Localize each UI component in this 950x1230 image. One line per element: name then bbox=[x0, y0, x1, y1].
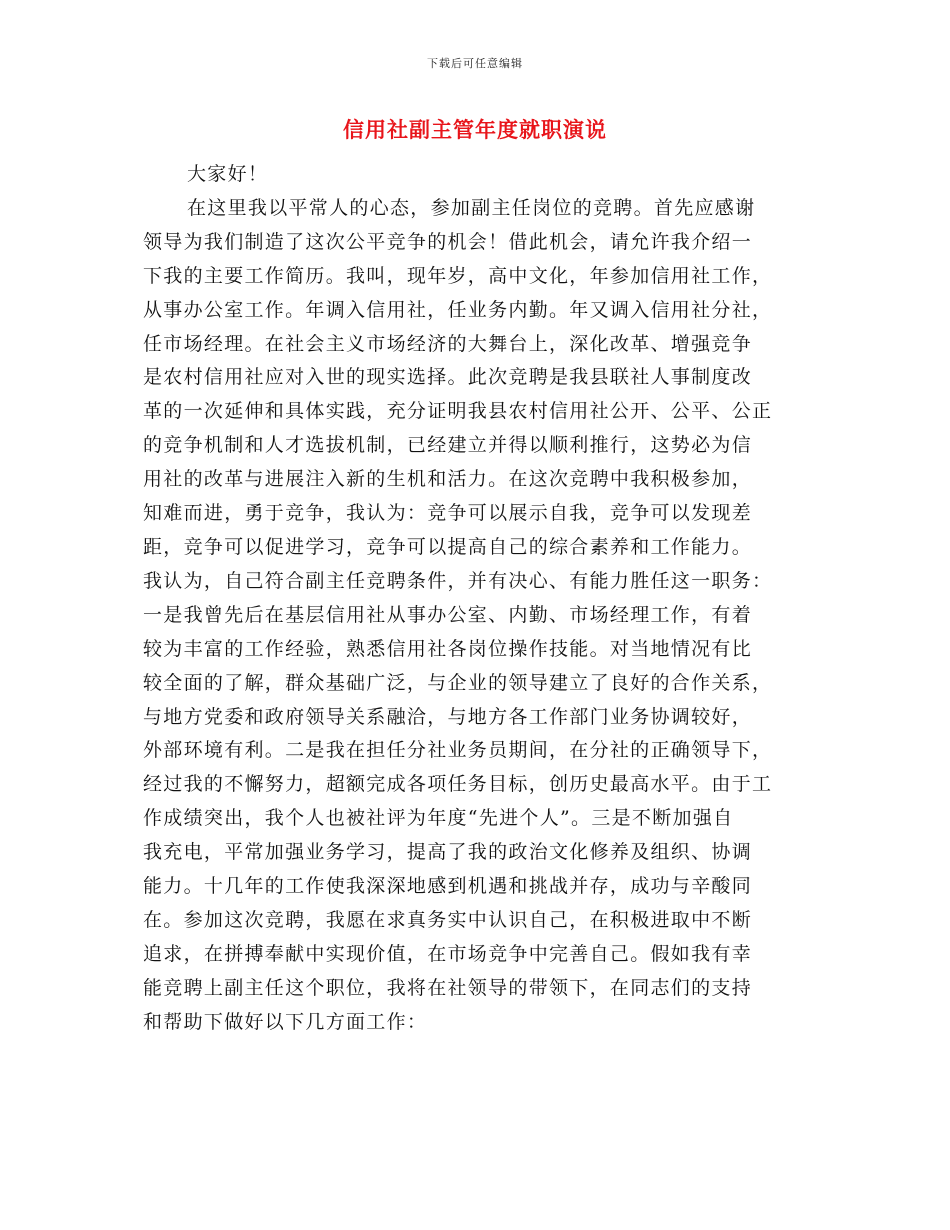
body-line: 知难而进，勇于竞争，我认为：竞争可以展示自我，竞争可以发现差 bbox=[143, 502, 753, 525]
body-line: 外部环境有利。二是我在担任分社业务员期间，在分社的正确领导下， bbox=[143, 739, 773, 762]
document-title: 信用社副主管年度就职演说 bbox=[343, 117, 607, 142]
body-line: 用社的改革与进展注入新的生机和活力。在这次竞聘中我积极参加， bbox=[143, 468, 753, 491]
body-line: 较全面的了解，群众基础广泛，与企业的领导建立了良好的合作关系， bbox=[143, 671, 773, 694]
body-line: 大家好！ bbox=[187, 163, 269, 185]
header-note: 下载后可任意编辑 bbox=[427, 57, 523, 70]
body-line: 任市场经理。在社会主义市场经济的大舞台上，深化改革、增强竞争 bbox=[143, 332, 753, 355]
body-line: 能竞聘上副主任这个职位，我将在社领导的带领下，在同志们的支持 bbox=[143, 976, 753, 999]
body-line: 与地方党委和政府领导关系融洽，与地方各工作部门业务协调较好， bbox=[143, 705, 753, 728]
body-line: 革的一次延伸和具体实践，充分证明我县农村信用社公开、公平、公正 bbox=[143, 400, 773, 423]
body-line: 和帮助下做好以下几方面工作： bbox=[143, 1010, 428, 1033]
body-line: 领导为我们制造了这次公平竞争的机会！借此机会，请允许我介绍一 bbox=[143, 230, 753, 253]
body-line: 在。参加这次竞聘，我愿在求真务实中认识自己，在积极进取中不断 bbox=[143, 908, 753, 931]
body-line: 距，竞争可以促进学习，竞争可以提高自己的综合素养和工作能力。 bbox=[143, 535, 753, 558]
body-line: 是农村信用社应对入世的现实选择。此次竞聘是我县联社人事制度改 bbox=[143, 366, 753, 389]
body-line: 从事办公室工作。年调入信用社，任业务内勤。年又调入信用社分社， bbox=[143, 298, 773, 321]
body-line: 经过我的不懈努力，超额完成各项任务目标，创历史最高水平。由于工 bbox=[143, 773, 773, 796]
body-line: 能力。十几年的工作使我深深地感到机遇和挑战并存，成功与辛酸同 bbox=[143, 875, 753, 898]
body-line: 我充电，平常加强业务学习，提高了我的政治文化修养及组织、协调 bbox=[143, 841, 753, 864]
body-line: 我认为，自己符合副主任竞聘条件，并有决心、有能力胜任这一职务： bbox=[143, 569, 773, 592]
body-line: 一是我曾先后在基层信用社从事办公室、内勤、市场经理工作，有着 bbox=[143, 603, 753, 626]
body-line: 较为丰富的工作经验，熟悉信用社各岗位操作技能。对当地情况有比 bbox=[143, 637, 753, 660]
body-line: 追求，在拼搏奉献中实现价值，在市场竞争中完善自己。假如我有幸 bbox=[143, 942, 753, 965]
body-line: 在这里我以平常人的心态，参加副主任岗位的竞聘。首先应感谢 bbox=[187, 196, 756, 219]
document-body bbox=[143, 158, 803, 1040]
body-line: 的竞争机制和人才选拔机制，已经建立并得以顺利推行，这势必为信 bbox=[143, 434, 753, 457]
body-line: 作成绩突出，我个人也被社评为年度“先进个人”。三是不断加强自 bbox=[143, 807, 734, 830]
body-line: 下我的主要工作简历。我叫，现年岁，高中文化，年参加信用社工作， bbox=[143, 264, 773, 287]
